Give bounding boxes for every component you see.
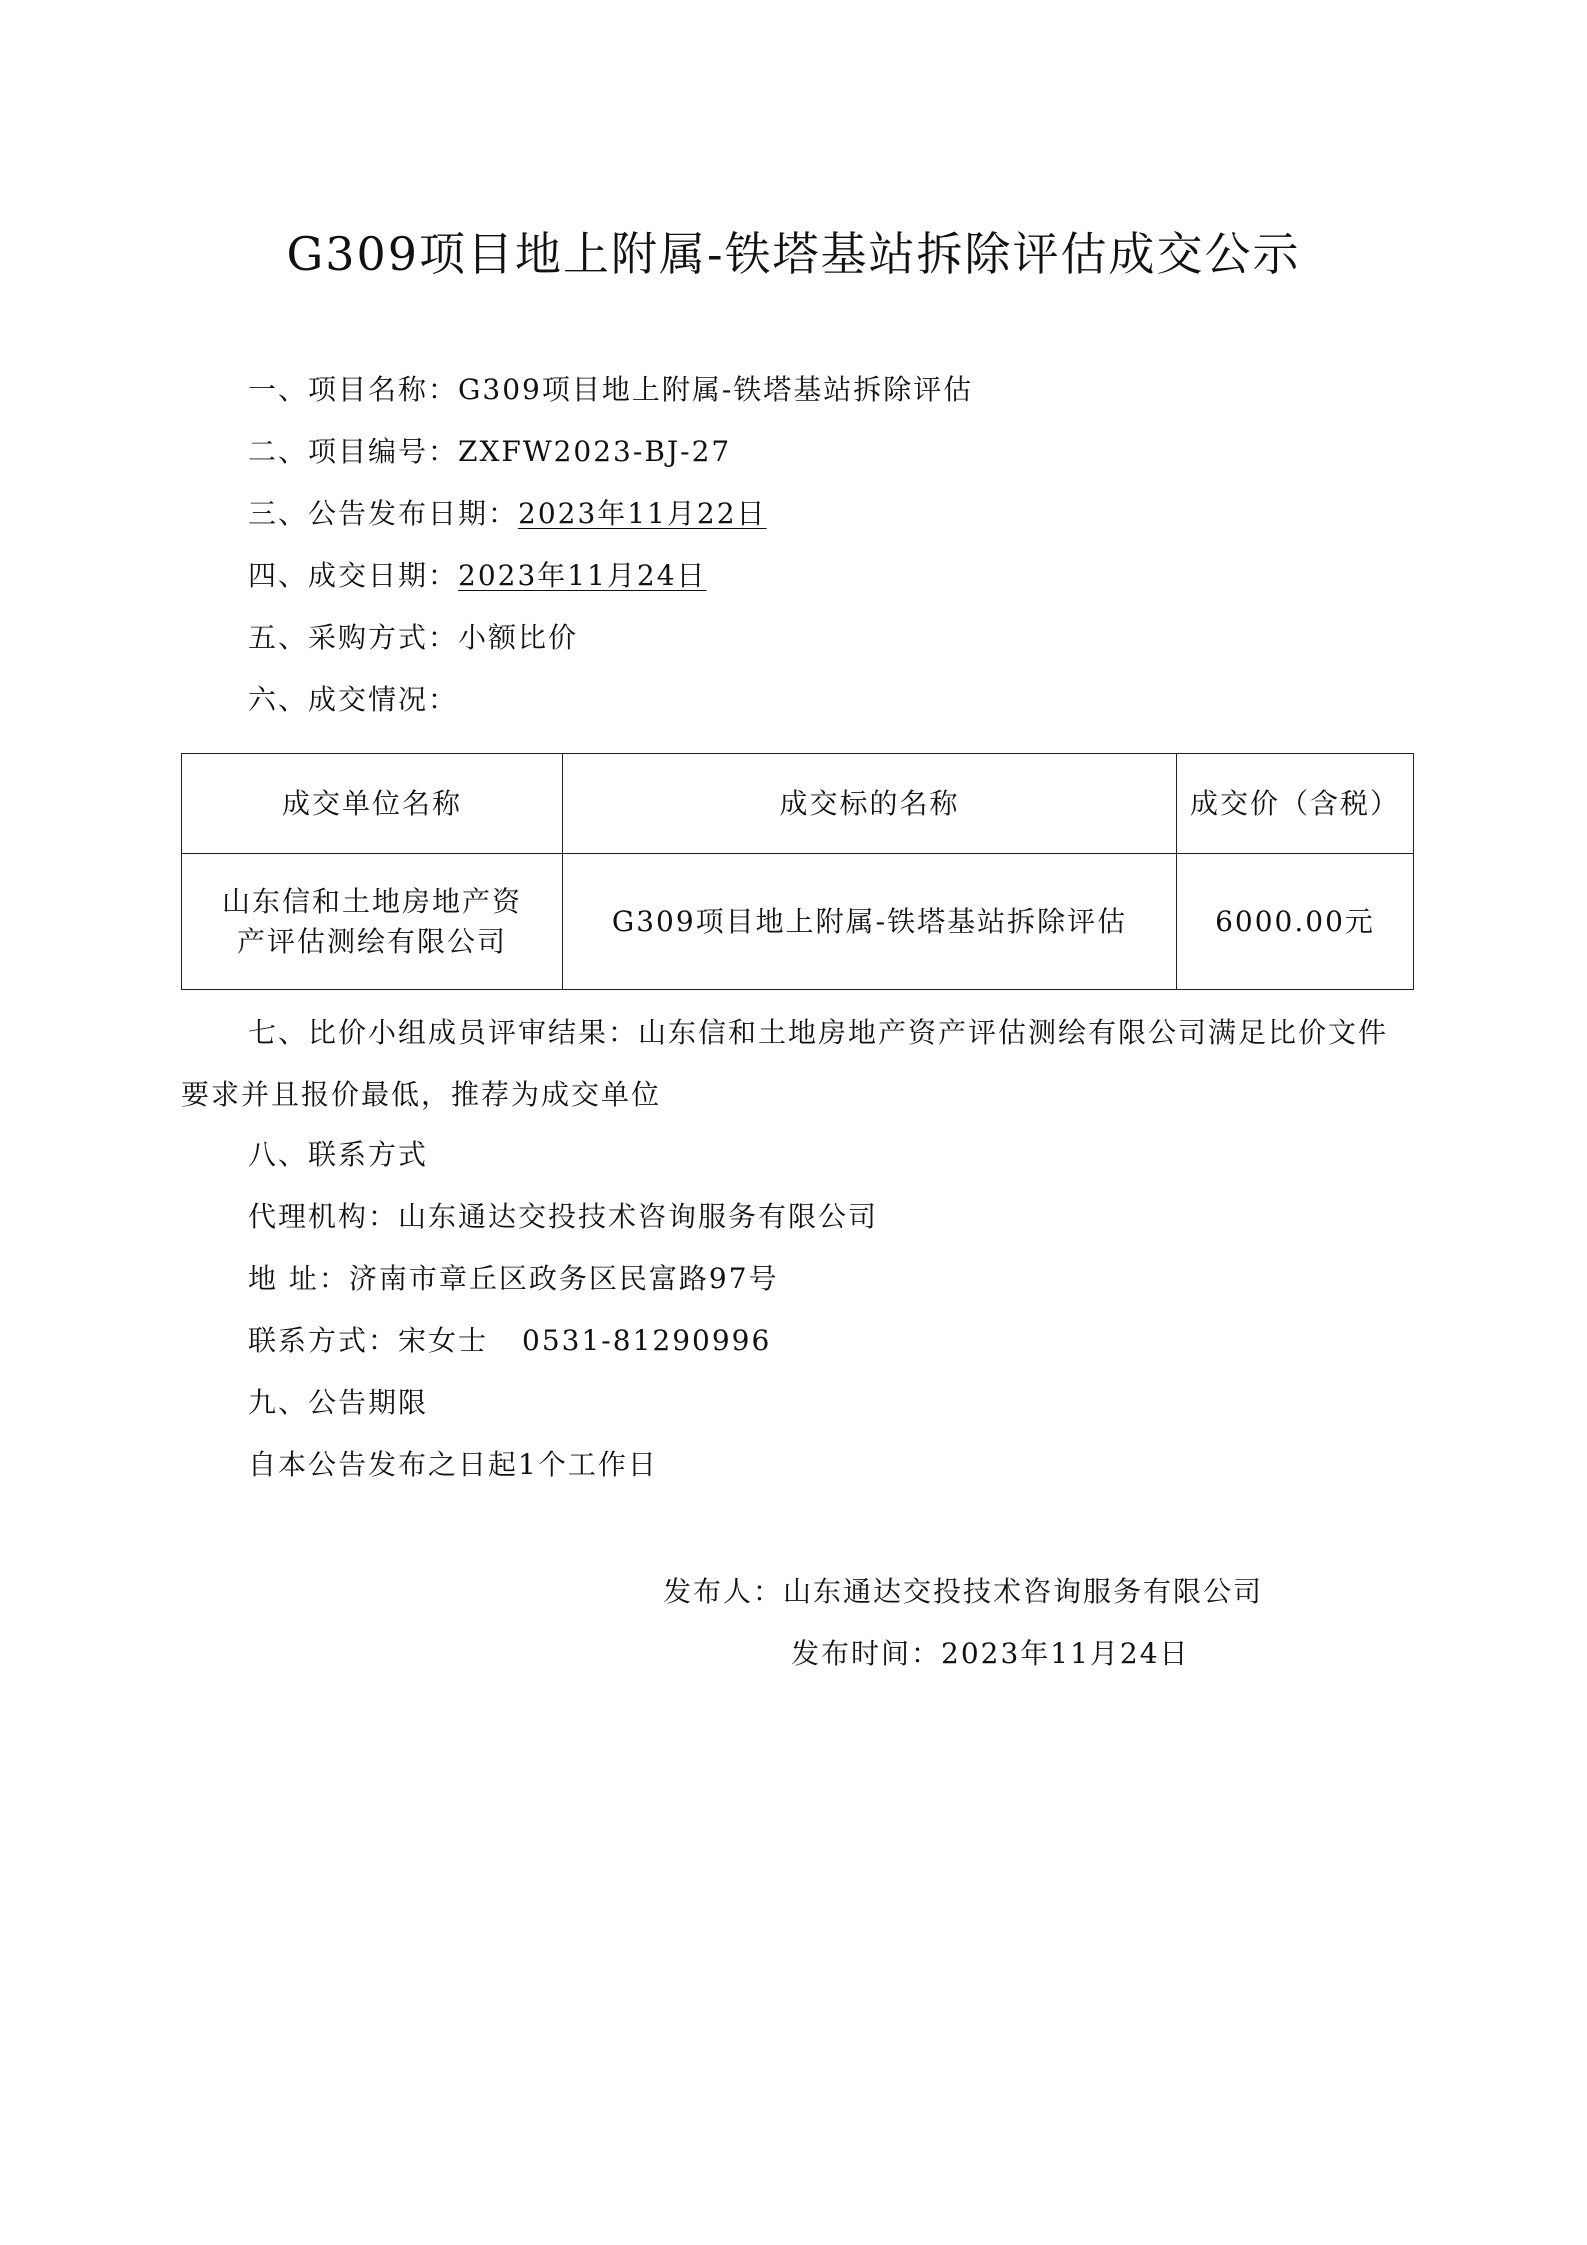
publish-time-value: 2023年11月24日 xyxy=(941,1637,1190,1670)
project-no-label: 二、项目编号： xyxy=(248,435,459,468)
table-header-row xyxy=(182,754,1414,854)
deal-date-label: 四、成交日期： xyxy=(248,559,459,592)
publisher-line xyxy=(663,1572,1263,1612)
publish-date-line xyxy=(248,494,767,534)
address-label: 地 址： xyxy=(248,1262,349,1295)
agency-value: 山东通达交投技术咨询服务有限公司 xyxy=(398,1200,879,1233)
column-header-subject: 成交标的名称 xyxy=(563,754,1177,854)
publisher-label: 发布人： xyxy=(663,1575,784,1608)
contact-line xyxy=(248,1321,771,1361)
address-line xyxy=(248,1259,779,1299)
period-text: 自本公告发布之日起1个工作日 xyxy=(248,1448,658,1481)
address-value: 济南市章丘区政务区民富路97号 xyxy=(348,1262,779,1295)
project-name-line xyxy=(248,370,973,410)
publish-date-label: 三、公告发布日期： xyxy=(248,497,519,530)
publisher-value: 山东通达交投技术咨询服务有限公司 xyxy=(783,1575,1264,1608)
table-row xyxy=(182,854,1414,990)
deal-date-value: 2023年11月24日 xyxy=(458,559,707,592)
deal-result-table xyxy=(181,753,1414,990)
deal-date-line xyxy=(248,556,707,596)
cell-company xyxy=(182,854,563,990)
cell-subject: G309项目地上附属-铁塔基站拆除评估 xyxy=(563,854,1177,990)
method-label: 五、采购方式： xyxy=(248,621,459,654)
company-line-1: 山东信和土地房地产资 xyxy=(221,884,522,918)
contact-label: 联系方式： xyxy=(248,1324,399,1357)
project-name-label: 一、项目名称： xyxy=(248,373,459,406)
period-heading: 九、公告期限 xyxy=(248,1386,429,1419)
company-line-2: 产评估测绘有限公司 xyxy=(236,924,507,958)
method-value: 小额比价 xyxy=(458,621,579,654)
method-line xyxy=(248,618,578,658)
project-no-value: ZXFW2023-BJ-27 xyxy=(458,435,732,468)
publish-time-line xyxy=(791,1634,1190,1674)
project-name-value: G309项目地上附属-铁塔基站拆除评估 xyxy=(458,373,974,406)
column-header-company: 成交单位名称 xyxy=(182,754,563,854)
agency-label: 代理机构： xyxy=(248,1200,399,1233)
contact-person: 宋女士 xyxy=(398,1324,489,1357)
contact-heading: 八、联系方式 xyxy=(248,1138,429,1171)
agency-line xyxy=(248,1197,878,1237)
deal-status-heading: 六、成交情况： xyxy=(248,683,459,716)
project-no-line xyxy=(248,432,731,472)
publish-time-label: 发布时间： xyxy=(791,1637,942,1670)
review-result-paragraph: 七、比价小组成员评审结果：山东信和土地房地产资产评估测绘有限公司满足比价文件要求并且报价最低，推荐为成交单位 xyxy=(181,1016,1389,1111)
contact-phone: 0531-81290996 xyxy=(522,1324,772,1357)
cell-price: 6000.00元 xyxy=(1177,854,1414,990)
column-header-price: 成交价（含税） xyxy=(1177,754,1414,854)
page-title: G309项目地上附属-铁塔基站拆除评估成交公示 xyxy=(286,227,1301,281)
publish-date-value: 2023年11月22日 xyxy=(518,497,767,530)
